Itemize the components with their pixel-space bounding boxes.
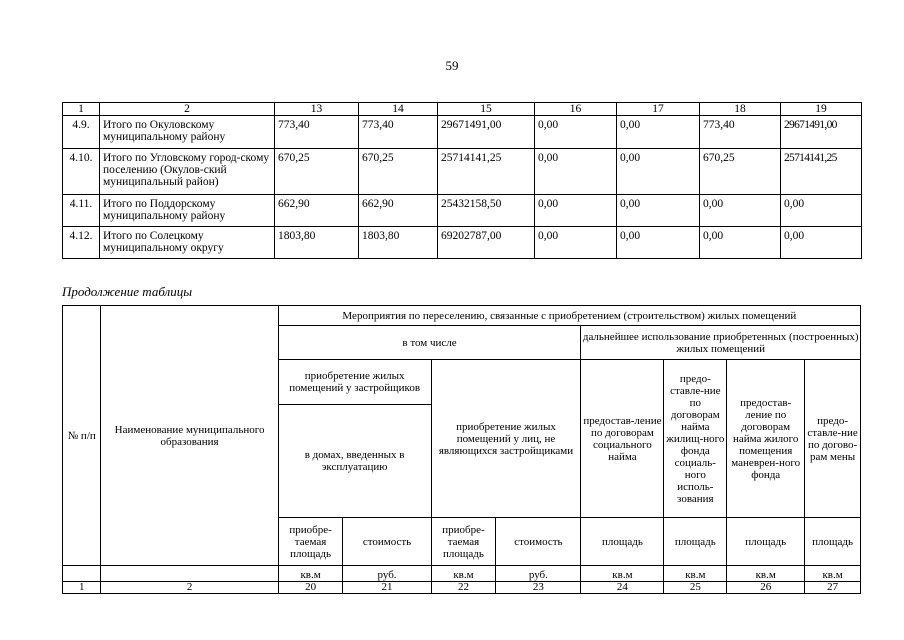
cell-col18: 0,00: [700, 195, 781, 227]
cell-col15: 69202787,00: [438, 227, 535, 259]
cell-col18: 773,40: [700, 116, 781, 149]
unit-sqm: кв.м: [581, 566, 664, 582]
continuation-label: Продолжение таблицы: [62, 284, 193, 299]
cell-col19: 29671491,00: [781, 116, 862, 149]
colnum: 1: [63, 103, 100, 116]
colnum: 16: [535, 103, 617, 116]
colnum: 23: [496, 582, 581, 594]
colnum: 13: [275, 103, 359, 116]
cell-col17: 0,00: [617, 116, 700, 149]
column-number-row: [63, 103, 862, 116]
sub-cost: стоимость: [496, 518, 581, 566]
sub-area-acquired: приобре-таемая площадь: [278, 518, 343, 566]
sub-area: площадь: [581, 518, 664, 566]
table-row: [63, 116, 862, 149]
cell-col19: 25714141,25: [781, 149, 862, 195]
page-number: 59: [445, 58, 459, 73]
colnum: 22: [431, 582, 496, 594]
cell-col15: 29671491,00: [438, 116, 535, 149]
cell-col16: 0,00: [535, 149, 617, 195]
colnum: 1: [63, 582, 101, 594]
row-number: 4.12.: [63, 227, 100, 259]
colnum: 18: [700, 103, 781, 116]
cell-col17: 0,00: [617, 195, 700, 227]
unit-sqm: кв.м: [431, 566, 496, 582]
unit-rub: руб.: [496, 566, 581, 582]
from-non-developers-header: приобретение жилых помещений у лиц, не являющихся застройщиками: [431, 360, 581, 518]
cell-col17: 0,00: [617, 149, 700, 195]
colnum: 2: [101, 582, 278, 594]
cell-col13: 1803,80: [275, 227, 359, 259]
colnum: 15: [438, 103, 535, 116]
from-developers-header: приобретение жилых помещений у застройщиков: [278, 360, 431, 405]
municipality-name: Итого по Солецкому муниципальному округу: [100, 227, 275, 259]
unit-sqm: кв.м: [805, 566, 861, 582]
including-header: в том числе: [278, 326, 581, 360]
table-row: [63, 149, 862, 195]
in-new-houses-header: в домах, введенных в эксплуатацию: [278, 405, 431, 518]
colnum: 14: [359, 103, 438, 116]
row-number: 4.11.: [63, 195, 100, 227]
cell-col16: 0,00: [535, 227, 617, 259]
municipality-name: Итого по Поддорскому муниципальному району: [100, 195, 275, 227]
row-number: 4.10.: [63, 149, 100, 195]
exchange-header: предо-ставле-ние по догово-рам мены: [805, 360, 861, 518]
cell-col16: 0,00: [535, 195, 617, 227]
sub-area-acquired: приобре-таемая площадь: [431, 518, 496, 566]
cell-col13: 670,25: [275, 149, 359, 195]
cell-col19: 0,00: [781, 195, 862, 227]
social-hire-header: предостав-ление по договорам социального найма: [581, 360, 664, 518]
colnum: 26: [727, 582, 805, 594]
maneuver-fund-header: предостав-ление по договорам найма жилого помещения маневрен-ного фонда: [727, 360, 805, 518]
table-row: [63, 227, 862, 259]
cell-col14: 773,40: [359, 116, 438, 149]
col-name-header: Наименование муниципального образования: [101, 306, 278, 566]
sub-area: площадь: [805, 518, 861, 566]
cell-col14: 1803,80: [359, 227, 438, 259]
col-num-header: № п/п: [63, 306, 101, 566]
unit-sqm: кв.м: [278, 566, 343, 582]
sub-area: площадь: [727, 518, 805, 566]
cell-col15: 25714141,25: [438, 149, 535, 195]
unit-sqm: кв.м: [664, 566, 727, 582]
cell-col14: 670,25: [359, 149, 438, 195]
cell-col16: 0,00: [535, 116, 617, 149]
cell-col13: 662,90: [275, 195, 359, 227]
colnum: 24: [581, 582, 664, 594]
summary-table: [62, 102, 862, 259]
sub-cost: стоимость: [343, 518, 431, 566]
cell-col18: 0,00: [700, 227, 781, 259]
further-use-header: дальнейшее использование приобретенных (построенных) жилых помещений: [581, 326, 861, 360]
colnum: 20: [278, 582, 343, 594]
housing-fund-hire-header: предо-ставле-ние по договорам найма жилищ-ного фонда социаль-ного исполь-зования: [664, 360, 727, 518]
colnum: 2: [100, 103, 275, 116]
unit-blank: [63, 566, 101, 582]
colnum: 19: [781, 103, 862, 116]
row-number: 4.9.: [63, 116, 100, 149]
colnum: 17: [617, 103, 700, 116]
colnum: 27: [805, 582, 861, 594]
sub-area: площадь: [664, 518, 727, 566]
column-number-row: [63, 582, 861, 594]
unit-rub: руб.: [343, 566, 431, 582]
table-row: [63, 195, 862, 227]
municipality-name: Итого по Угловскому город-скому поселению (Окулов-ский муниципальный район): [100, 149, 275, 195]
cell-col19: 0,00: [781, 227, 862, 259]
cell-col15: 25432158,50: [438, 195, 535, 227]
main-header: Мероприятия по переселению, связанные с приобретением (строительством) жилых помещений: [278, 306, 860, 326]
colnum: 25: [664, 582, 727, 594]
cell-col18: 670,25: [700, 149, 781, 195]
header-table: [62, 305, 861, 594]
cell-col13: 773,40: [275, 116, 359, 149]
cell-col17: 0,00: [617, 227, 700, 259]
municipality-name: Итого по Окуловскому муниципальному району: [100, 116, 275, 149]
colnum: 21: [343, 582, 431, 594]
unit-sqm: кв.м: [727, 566, 805, 582]
cell-col14: 662,90: [359, 195, 438, 227]
unit-blank: [101, 566, 278, 582]
